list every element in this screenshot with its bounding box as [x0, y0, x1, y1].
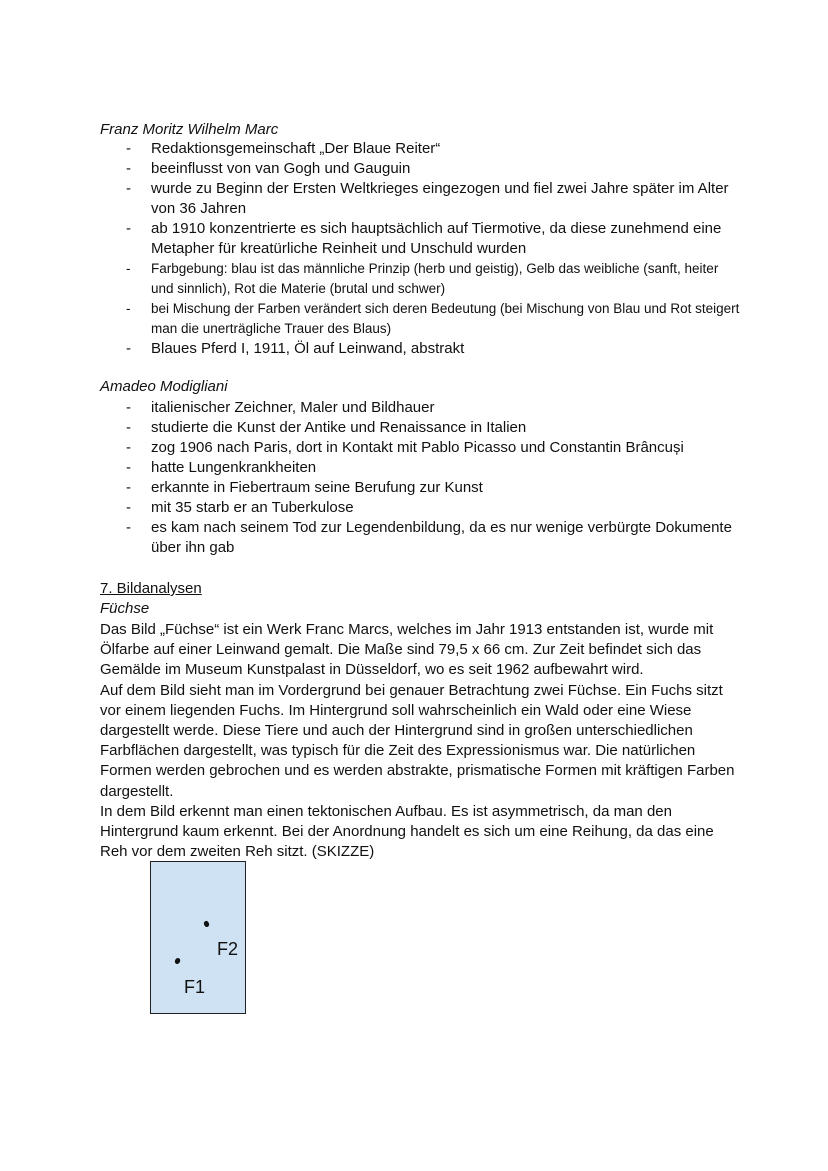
composition-sketch — [150, 861, 246, 1014]
list-item: - ab 1910 konzentrierte es sich hauptsächlich auf Tiermotive, da diese zunehmend eine Metapher für kreatürliche Reinheit und Unschuld wurden — [100, 219, 740, 259]
analysis-text — [100, 620, 740, 862]
list-item: - Redaktionsgemeinschaft „Der Blaue Reiter“ — [100, 139, 740, 159]
section-title: 7. Bildanalysen — [100, 580, 202, 597]
list-item: - beeinflusst von van Gogh und Gauguin — [100, 159, 740, 179]
list-item: - Blaues Pferd I, 1911, Öl auf Leinwand, abstrakt — [100, 339, 740, 359]
paragraph: In dem Bild erkennt man einen tektonischen Aufbau. Es ist asymmetrisch, da man den Hintergrund kaum erkennt. Bei der Anordnung handelt es sich um eine Reihung, da das eine Reh vor dem zweiten Reh sitzt. (SKIZZE) — [100, 802, 714, 861]
paragraph: Das Bild „Füchse“ ist ein Werk Franc Marcs, welches im Jahr 1913 entstanden ist, wurde mit Ölfarbe auf einer Leinwand gemalt. Die Maße sind 79,5 x 66 cm. Zur Zeit befindet sich das Gemälde im Museum Kunstpalast in Düsseldorf, wo es seit 1962 aufbewahrt wird. — [100, 621, 714, 679]
list-item: - erkannte in Fiebertraum seine Berufung zur Kunst — [100, 478, 740, 498]
fox-1-marker — [174, 957, 181, 964]
list-item: - studierte die Kunst der Antike und Renaissance in Italien — [100, 418, 740, 438]
modigliani-heading: Amadeo Modigliani — [100, 378, 228, 395]
list-item: - hatte Lungenkrankheiten — [100, 458, 740, 478]
list-item: - wurde zu Beginn der Ersten Weltkrieges eingezogen und fiel zwei Jahre später im Alter von 36 Jahren — [100, 179, 740, 219]
modigliani-bullet-list — [100, 398, 740, 558]
fox-2-marker — [203, 920, 210, 928]
sketch-label-f2: F2 — [217, 939, 239, 959]
list-item: - mit 35 starb er an Tuberkulose — [100, 498, 740, 518]
marc-heading: Franz Moritz Wilhelm Marc — [100, 121, 279, 138]
list-item: - italienischer Zeichner, Maler und Bildhauer — [100, 398, 740, 418]
artwork-title: Füchse — [100, 600, 150, 617]
list-item: - zog 1906 nach Paris, dort in Kontakt mit Pablo Picasso und Constantin Brâncuși — [100, 438, 740, 458]
list-item: - Farbgebung: blau ist das männliche Prinzip (herb und geistig), Gelb das weibliche (sanft, heiter und sinnlich), Rot die Materie (brutal und schwer) — [100, 259, 740, 299]
paragraph: Auf dem Bild sieht man im Vordergrund bei genauer Betrachtung zwei Füchse. Ein Fuchs sitzt vor einem liegenden Fuchs. Im Hintergrund soll wahrscheinlich ein Wald oder eine Wiese dargestellt werde. Diese Tiere und auch der Hintergrund sind in großen unterschiedlichen Farbflächen dargestellt, was typisch für die Zeit des Expressionismus war. Die natürlichen Formen werden gebrochen und es werden abstrakte, prismatische Formen mit kräftigen Farben dargestellt. — [100, 681, 735, 800]
marc-bullet-list — [100, 139, 740, 359]
list-item: - bei Mischung der Farben verändert sich deren Bedeutung (bei Mischung von Blau und Rot steigert man die unerträgliche Trauer des Blaus) — [100, 299, 740, 339]
list-item: - es kam nach seinem Tod zur Legendenbildung, da es nur wenige verbürgte Dokumente über ihn gab — [100, 518, 740, 558]
sketch-label-f1: F1 — [184, 977, 206, 997]
